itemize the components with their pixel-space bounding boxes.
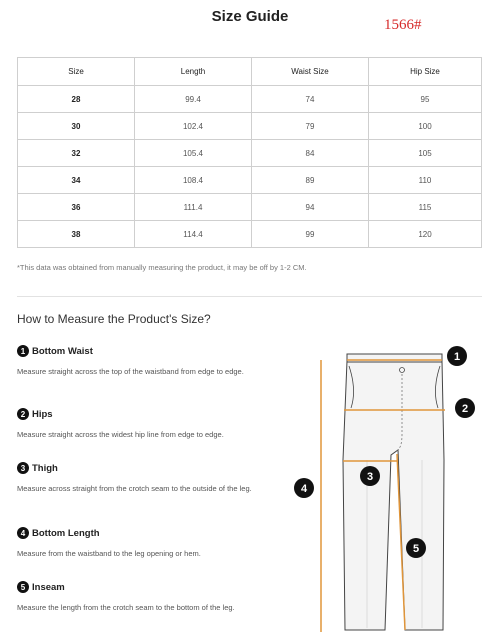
svg-text:5: 5 [412, 543, 420, 555]
step-inseam [17, 581, 272, 613]
table-row [18, 86, 482, 113]
table-row [18, 221, 482, 248]
table-row [18, 194, 482, 221]
step-description: Measure across straight from the crotch seam to the outside of the leg. [17, 484, 252, 493]
waistband [347, 354, 442, 362]
howto-title: How to Measure the Product's Size? [17, 312, 211, 326]
cell-hip: 110 [369, 167, 482, 194]
cell-length: 111.4 [135, 194, 252, 221]
cell-size: 36 [18, 194, 135, 221]
step-number-badge: 1 [17, 345, 29, 357]
svg-text:3: 3 [366, 471, 374, 483]
size-table [17, 57, 482, 248]
table-row [18, 167, 482, 194]
step-number-badge: 5 [17, 581, 29, 593]
cell-size: 34 [18, 167, 135, 194]
page-title: Size Guide [211, 8, 289, 25]
pants-outline [343, 361, 444, 630]
header-waist-size: Waist Size [252, 58, 369, 86]
step-label: Bottom Length [32, 527, 100, 539]
cell-waist: 94 [252, 194, 369, 221]
cell-hip: 95 [369, 86, 482, 113]
cell-length: 108.4 [135, 167, 252, 194]
step-description: Measure the length from the crotch seam to the bottom of the leg. [17, 603, 235, 612]
step-label: Thigh [32, 462, 58, 474]
cell-length: 114.4 [135, 221, 252, 248]
table-row [18, 140, 482, 167]
header-length: Length [135, 58, 252, 86]
step-number-badge: 3 [17, 462, 29, 474]
cell-hip: 105 [369, 140, 482, 167]
marker-2 [455, 398, 475, 418]
table-header-row [18, 58, 482, 86]
header-hip-size: Hip Size [369, 58, 482, 86]
step-hips [17, 408, 272, 440]
header-size: Size [18, 58, 135, 86]
step-label: Bottom Waist [32, 345, 93, 357]
marker-4 [294, 478, 314, 498]
step-bottom-waist [17, 345, 272, 377]
cell-length: 102.4 [135, 113, 252, 140]
cell-size: 32 [18, 140, 135, 167]
product-code: 1566# [384, 17, 422, 33]
pants-diagram [285, 340, 485, 632]
cell-hip: 120 [369, 221, 482, 248]
step-number-badge: 2 [17, 408, 29, 420]
step-label: Hips [32, 408, 53, 420]
svg-text:4: 4 [300, 483, 308, 495]
cell-size: 28 [18, 86, 135, 113]
step-label: Inseam [32, 581, 65, 593]
cell-waist: 89 [252, 167, 369, 194]
cell-waist: 79 [252, 113, 369, 140]
cell-waist: 74 [252, 86, 369, 113]
marker-1 [447, 346, 467, 366]
cell-size: 38 [18, 221, 135, 248]
cell-waist: 99 [252, 221, 369, 248]
step-description: Measure straight across the top of the waistband from edge to edge. [17, 367, 244, 376]
step-bottom-length [17, 527, 272, 559]
cell-length: 105.4 [135, 140, 252, 167]
divider [17, 296, 482, 297]
step-number-badge: 4 [17, 527, 29, 539]
cell-hip: 100 [369, 113, 482, 140]
step-thigh [17, 462, 272, 494]
cell-length: 99.4 [135, 86, 252, 113]
step-description: Measure straight across the widest hip line from edge to edge. [17, 430, 224, 439]
cell-waist: 84 [252, 140, 369, 167]
cell-size: 30 [18, 113, 135, 140]
svg-text:2: 2 [461, 403, 469, 415]
measurement-note: *This data was obtained from manually measuring the product, it may be off by 1-2 CM. [17, 263, 307, 272]
marker-5 [406, 538, 426, 558]
svg-text:1: 1 [453, 351, 461, 363]
marker-3 [360, 466, 380, 486]
cell-hip: 115 [369, 194, 482, 221]
table-row [18, 113, 482, 140]
step-description: Measure from the waistband to the leg opening or hem. [17, 549, 201, 558]
